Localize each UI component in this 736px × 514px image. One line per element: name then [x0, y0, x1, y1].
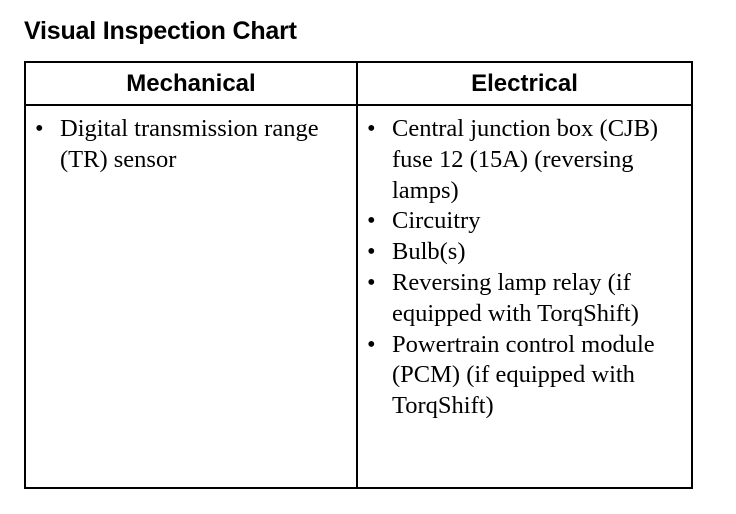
chart-title: Visual Inspection Chart — [24, 17, 297, 45]
mechanical-list — [32, 114, 352, 176]
bullet-icon: • — [367, 238, 376, 266]
list-item-text: Powertrain control module (PCM) (if equipped with TorqShift) — [392, 330, 655, 420]
bullet-icon: • — [35, 115, 44, 142]
electrical-header: Electrical — [357, 62, 692, 105]
list-item — [364, 114, 687, 206]
list-item — [364, 330, 687, 422]
bullet-icon: • — [367, 268, 376, 296]
inspection-table — [24, 61, 693, 489]
list-item-text: Central junction box (CJB) fuse 12 (15A) (reversing lamps) — [392, 115, 659, 204]
electrical-cell — [357, 105, 692, 488]
mechanical-header: Mechanical — [25, 62, 357, 105]
bullet-icon: • — [367, 207, 376, 235]
list-item — [364, 206, 687, 237]
bullet-icon: • — [367, 330, 376, 358]
items-row — [25, 105, 692, 488]
electrical-list — [364, 114, 687, 422]
bullet-icon: • — [367, 115, 376, 142]
list-item — [32, 114, 352, 176]
list-item-text: Digital transmission range (TR) sensor — [60, 115, 319, 173]
mechanical-cell — [25, 105, 357, 488]
list-item-text: Circuitry — [392, 207, 481, 235]
header-row — [25, 62, 692, 105]
list-item-text: Reversing lamp relay (if equipped with TorqShift) — [392, 268, 639, 327]
list-item — [364, 268, 687, 330]
list-item — [364, 237, 687, 268]
list-item-text: Bulb(s) — [392, 238, 466, 266]
